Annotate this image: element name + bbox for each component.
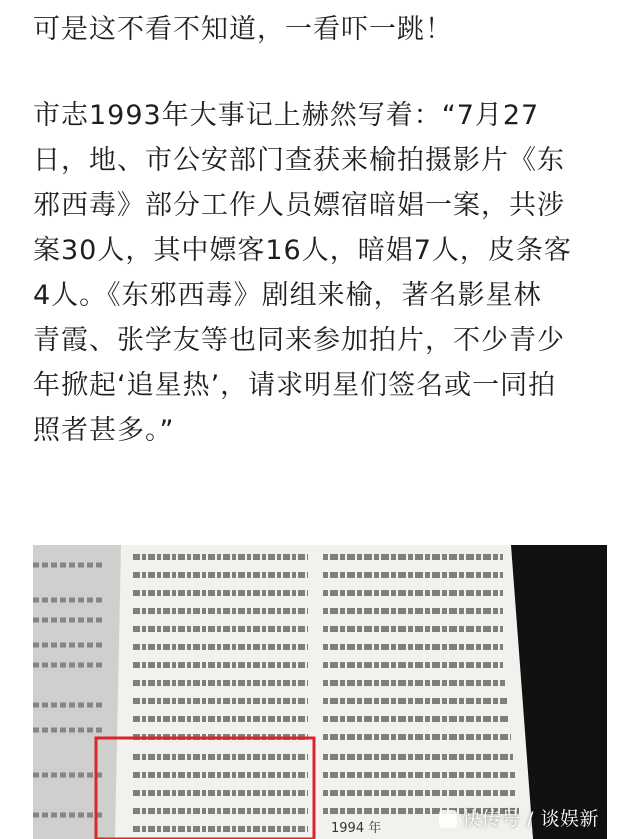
year-label: 1994 年 <box>331 821 382 836</box>
quote-line: 4人。《东邪西毒》剧组来榆，著名影星林 <box>33 280 542 311</box>
app-logo-icon <box>439 810 457 828</box>
quote-line: 市志1993年大事记上赫然写着：“7月27 <box>33 100 540 131</box>
scanned-page-icon <box>33 545 607 839</box>
quote-line: 年掀起‘追星热’，请求明星们签名或一同拍 <box>33 370 557 401</box>
quote-line: 邪西毒》部分工作人员嫖宿暗娼一案，共涉 <box>33 190 565 221</box>
quote-line: 青霞、张学友等也同来参加拍片，不少青少 <box>33 325 565 356</box>
quote-line: 照者甚多。” <box>33 415 175 446</box>
watermark <box>439 804 599 831</box>
scanned-document-photo[interactable] <box>33 545 607 839</box>
watermark-text: 快传号 / 谈娱新 <box>462 808 599 830</box>
paragraph-intro: 可是这不看不知道，一看吓一跳！ <box>33 14 453 45</box>
quote-line: 日，地、市公安部门查获来榆拍摄影片《东 <box>33 145 565 176</box>
paragraph-quote <box>33 93 613 453</box>
quote-line: 案30人，其中嫖客16人，暗娼7人，皮条客 <box>33 235 572 266</box>
